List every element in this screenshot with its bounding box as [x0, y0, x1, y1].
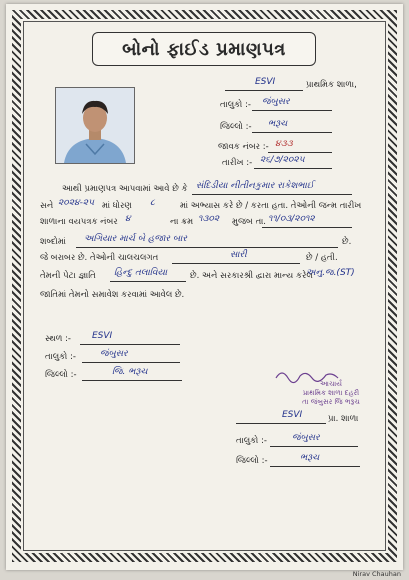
district-line [252, 132, 332, 133]
date-hw: ૨૬/૭/૨૦૨૫ [260, 155, 305, 165]
place-taluka-line [82, 362, 180, 363]
place-district-line [82, 380, 182, 381]
serial-hw: ૧૩૦૨ [198, 214, 220, 224]
sign-taluka-line [270, 446, 358, 447]
conduct-hw: સારી [230, 250, 247, 260]
para-l6-a: તેમની પેટા જ્ઞાતિ [40, 271, 96, 281]
sign-taluka-hw: જંબુસર [292, 433, 320, 443]
para-l4-a: શબ્દોમાં [40, 237, 66, 247]
para-l2-c: માં અભ્યાસ કરે છે / કરતા હતા. તેઓની જન્મ તારીખ [180, 201, 362, 211]
footer-credit: Nirav Chauhan [352, 570, 401, 578]
sign-district-hw: ભરૂચ [300, 453, 320, 463]
para-l3-b: ના ક્રમ [170, 217, 194, 227]
dob-words-line [76, 247, 338, 248]
sign-district-label: જિલ્લો :- [236, 456, 268, 466]
taluka-hw: જંબુસર [262, 97, 290, 107]
register-hw: ૪ [125, 214, 131, 224]
sign-school-hw: ESVI [282, 410, 303, 420]
place-taluka-hw: જંબુસર [100, 349, 128, 359]
dob-words-hw: અગિયાર માર્ચ બે હજાર બાર [84, 234, 188, 244]
stamp-line-2: પ્રાથમિક શાળા દહરી [302, 389, 360, 397]
district-hw: ભરૂચ [268, 119, 288, 129]
caste-hw: હિન્દુ તલાવિયા [114, 268, 168, 278]
title-text: બોનો ફાઈડ પ્રમાણપત્ર [122, 38, 286, 60]
stamp-line-3: તા જંબુસર જિ ભરૂચ [302, 398, 360, 406]
dob-line [262, 227, 352, 228]
place-taluka-label: તાલુકો :- [45, 352, 76, 362]
school-suffix: પ્રાથમિક શાળા, [306, 80, 357, 90]
certificate-title [92, 32, 316, 66]
student-name-hw: સંદિડીયા નીતીનકુમાર રાકેશભાઈ [196, 181, 314, 191]
place-line [80, 344, 180, 345]
sign-school-line [236, 423, 326, 424]
date-line [254, 168, 332, 169]
district-label: જિલ્લો :- [220, 122, 252, 132]
date-label: તારીખ :- [222, 158, 253, 168]
para-l6-b: છે. અને સરકારશ્રી દ્વારા માન્ય કરેલ [190, 271, 313, 281]
school-name-hw: ESVI [255, 77, 276, 87]
outward-hw: ૪૩૩ [275, 139, 293, 149]
place-hw: ESVI [92, 331, 113, 341]
para-l3-c: મુજબ તા. [232, 217, 266, 227]
place-district-hw: જિ. ભરૂચ [112, 367, 148, 377]
year-hw: ૨૦૨૪-૨૫ [58, 198, 95, 208]
para-l5-b: છે / હતી. [306, 253, 338, 263]
para-l3-a: શાળાના વયપત્રક નંબર [40, 217, 118, 227]
school-line [225, 90, 303, 91]
conduct-line [172, 263, 300, 264]
caste-line [110, 281, 186, 282]
para-l4-b: છે. [342, 237, 352, 247]
para-l2-b: માં ધોરણ [102, 201, 132, 211]
name-line [192, 194, 352, 195]
taluka-line [252, 110, 332, 111]
para-l1-a: આથી પ્રમાણપત્ર આપવામાં આવે છે કે [62, 184, 188, 194]
para-l5-a: જે બરાબર છે. તેઓની ચાલચલગત [40, 253, 159, 263]
outward-label: જાવક નંબર :- [218, 142, 269, 152]
place-label: સ્થળ :- [45, 334, 71, 344]
outward-line [268, 152, 332, 153]
dob-hw: ૧૧/૦૩/૨૦૧૨ [268, 214, 315, 224]
sign-district-line [270, 466, 360, 467]
para-l2-a: સને [40, 201, 54, 211]
place-district-label: જિલ્લો :- [45, 370, 77, 380]
stamp-line-1: આચાર્ય [320, 380, 342, 388]
std-hw: ૮ [150, 198, 155, 208]
sign-taluka-label: તાલુકો :- [236, 436, 267, 446]
taluka-label: તાલુકો :- [220, 100, 251, 110]
para-l7: જાતિમાં તેમનો સમાવેશ કરવામાં આવેલ છે. [40, 290, 185, 300]
category-hw: અનુ.જ.(ST) [306, 268, 355, 278]
sign-school-suffix: પ્રા. શાળા [328, 414, 359, 424]
student-photo [55, 87, 135, 164]
